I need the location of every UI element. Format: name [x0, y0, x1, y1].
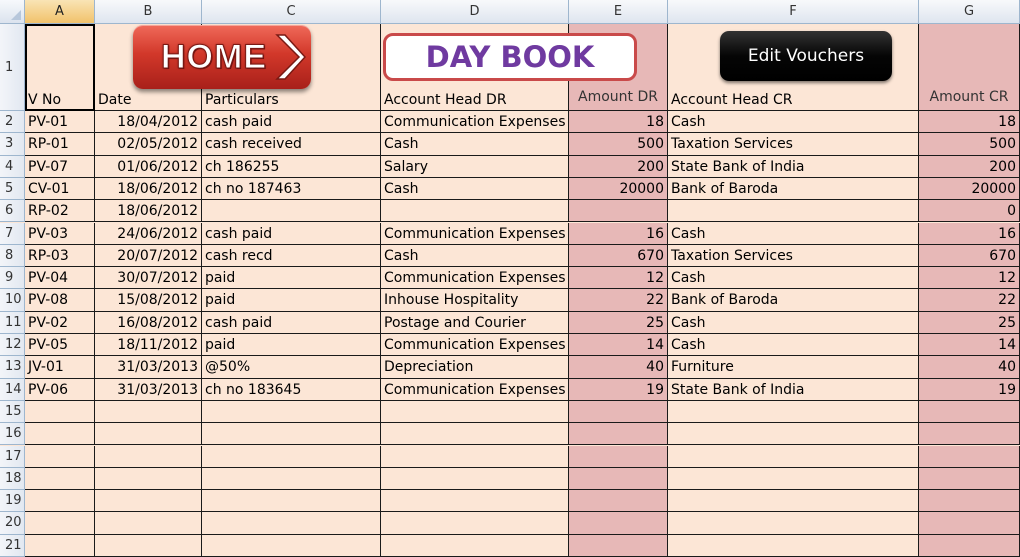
date-cell[interactable]: 02/05/2012 [95, 133, 202, 155]
particulars-cell[interactable] [202, 512, 381, 534]
column-header-e[interactable]: E [569, 0, 668, 24]
amount-cr-cell[interactable]: 14 [919, 334, 1020, 356]
account-head-cr-cell[interactable] [668, 446, 919, 468]
column-header-b[interactable]: B [95, 0, 202, 24]
date-cell[interactable]: 31/03/2013 [95, 379, 202, 401]
account-head-cr-cell[interactable] [668, 200, 919, 222]
particulars-cell[interactable]: ch no 183645 [202, 379, 381, 401]
amount-cr-cell[interactable]: 25 [919, 312, 1020, 334]
account-head-cr-cell[interactable] [668, 490, 919, 512]
account-head-cr-cell[interactable]: Furniture [668, 356, 919, 378]
particulars-cell[interactable] [202, 200, 381, 222]
account-head-cr-cell[interactable]: State Bank of India [668, 156, 919, 178]
account-head-dr-cell[interactable]: Salary [381, 156, 569, 178]
account-head-dr-cell[interactable] [381, 446, 569, 468]
header-account-head-dr[interactable]: Account Head DR [381, 24, 569, 111]
particulars-cell[interactable]: @50% [202, 356, 381, 378]
amount-dr-cell[interactable]: 25 [569, 312, 668, 334]
amount-cr-cell[interactable]: 670 [919, 245, 1020, 267]
date-cell[interactable]: 15/08/2012 [95, 289, 202, 311]
amount-cr-cell[interactable]: 19 [919, 379, 1020, 401]
account-head-dr-cell[interactable]: Cash [381, 178, 569, 200]
row-header[interactable]: 8 [0, 245, 25, 267]
row-header[interactable]: 16 [0, 423, 25, 445]
chevron-right-icon [271, 31, 307, 83]
v-no-cell[interactable]: PV-04 [25, 267, 95, 289]
column-header-d[interactable]: D [381, 0, 569, 24]
account-head-dr-cell[interactable]: Cash [381, 133, 569, 155]
account-head-dr-cell[interactable] [381, 468, 569, 490]
amount-cr-cell[interactable]: 20000 [919, 178, 1020, 200]
account-head-dr-cell[interactable] [381, 535, 569, 557]
column-header-g[interactable]: G [919, 0, 1020, 24]
day-book-button[interactable] [383, 33, 637, 81]
amount-cr-cell[interactable]: 200 [919, 156, 1020, 178]
v-no-cell[interactable]: PV-01 [25, 111, 95, 133]
particulars-cell[interactable] [202, 401, 381, 423]
account-head-cr-cell[interactable]: Cash [668, 111, 919, 133]
header-date[interactable]: Date [95, 24, 202, 111]
date-cell[interactable]: 16/08/2012 [95, 312, 202, 334]
account-head-dr-cell[interactable] [381, 423, 569, 445]
amount-dr-cell[interactable]: 18 [569, 111, 668, 133]
account-head-cr-cell[interactable]: Cash [668, 223, 919, 245]
amount-cr-cell[interactable]: 12 [919, 267, 1020, 289]
account-head-cr-cell[interactable] [668, 423, 919, 445]
row-header[interactable]: 1 [0, 24, 25, 111]
particulars-cell[interactable] [202, 468, 381, 490]
account-head-dr-cell[interactable]: Communication Expenses [381, 379, 569, 401]
select-all-corner[interactable] [0, 0, 25, 24]
v-no-cell[interactable] [25, 446, 95, 468]
particulars-cell[interactable]: paid [202, 267, 381, 289]
row-header[interactable]: 15 [0, 401, 25, 423]
amount-dr-cell[interactable]: 12 [569, 267, 668, 289]
account-head-dr-cell[interactable]: Communication Expenses [381, 111, 569, 133]
column-header-f[interactable]: F [668, 0, 919, 24]
particulars-cell[interactable]: cash paid [202, 223, 381, 245]
account-head-dr-cell[interactable]: Communication Expenses [381, 267, 569, 289]
date-cell[interactable] [95, 423, 202, 445]
row-header[interactable]: 7 [0, 223, 25, 245]
particulars-cell[interactable]: ch no 187463 [202, 178, 381, 200]
amount-dr-cell[interactable] [569, 490, 668, 512]
account-head-cr-cell[interactable]: Taxation Services [668, 245, 919, 267]
amount-cr-cell[interactable] [919, 468, 1020, 490]
v-no-cell[interactable] [25, 512, 95, 534]
amount-cr-cell[interactable] [919, 512, 1020, 534]
v-no-cell[interactable]: PV-03 [25, 223, 95, 245]
particulars-cell[interactable]: ch 186255 [202, 156, 381, 178]
particulars-cell[interactable]: cash recd [202, 245, 381, 267]
amount-cr-cell[interactable]: 22 [919, 289, 1020, 311]
v-no-cell[interactable] [25, 490, 95, 512]
particulars-cell[interactable] [202, 490, 381, 512]
v-no-cell[interactable]: RP-02 [25, 200, 95, 222]
amount-dr-cell[interactable] [569, 535, 668, 557]
home-button[interactable] [133, 25, 311, 89]
amount-dr-cell[interactable]: 200 [569, 156, 668, 178]
account-head-dr-cell[interactable]: Communication Expenses [381, 223, 569, 245]
header-particulars[interactable]: Particulars [202, 24, 381, 111]
amount-dr-cell[interactable]: 40 [569, 356, 668, 378]
amount-cr-cell[interactable] [919, 423, 1020, 445]
account-head-dr-cell[interactable] [381, 401, 569, 423]
account-head-cr-cell[interactable] [668, 512, 919, 534]
account-head-dr-cell[interactable] [381, 512, 569, 534]
amount-dr-cell[interactable] [569, 512, 668, 534]
particulars-cell[interactable]: paid [202, 289, 381, 311]
date-cell[interactable] [95, 468, 202, 490]
amount-dr-cell[interactable]: 22 [569, 289, 668, 311]
v-no-cell[interactable]: PV-08 [25, 289, 95, 311]
amount-cr-cell[interactable] [919, 490, 1020, 512]
row-header[interactable]: 14 [0, 379, 25, 401]
amount-dr-cell[interactable]: 16 [569, 223, 668, 245]
row-header[interactable]: 5 [0, 178, 25, 200]
v-no-cell[interactable]: PV-02 [25, 312, 95, 334]
account-head-cr-cell[interactable]: Bank of Baroda [668, 178, 919, 200]
date-cell[interactable] [95, 446, 202, 468]
v-no-cell[interactable]: JV-01 [25, 356, 95, 378]
amount-dr-cell[interactable]: 20000 [569, 178, 668, 200]
date-cell[interactable] [95, 490, 202, 512]
particulars-cell[interactable]: cash received [202, 133, 381, 155]
row-header[interactable]: 11 [0, 312, 25, 334]
date-cell[interactable]: 18/06/2012 [95, 178, 202, 200]
row-header[interactable]: 3 [0, 133, 25, 155]
header-account-head-cr[interactable]: Account Head CR [668, 24, 919, 111]
amount-dr-cell[interactable] [569, 423, 668, 445]
row-header[interactable]: 4 [0, 156, 25, 178]
amount-dr-cell[interactable] [569, 200, 668, 222]
account-head-cr-cell[interactable] [668, 535, 919, 557]
date-cell[interactable]: 01/06/2012 [95, 156, 202, 178]
edit-vouchers-button[interactable] [720, 31, 892, 81]
row-header[interactable]: 17 [0, 446, 25, 468]
header-amount-cr[interactable]: Amount CR [919, 24, 1020, 111]
date-cell[interactable] [95, 512, 202, 534]
edit-vouchers-button-label: Edit Vouchers [747, 46, 865, 66]
column-header-c[interactable]: C [202, 0, 381, 24]
v-no-cell[interactable]: PV-07 [25, 156, 95, 178]
row-header[interactable]: 6 [0, 200, 25, 222]
date-cell[interactable]: 24/06/2012 [95, 223, 202, 245]
particulars-cell[interactable] [202, 423, 381, 445]
date-cell[interactable] [95, 401, 202, 423]
amount-dr-cell[interactable]: 14 [569, 334, 668, 356]
amount-cr-cell[interactable]: 18 [919, 111, 1020, 133]
v-no-cell[interactable]: RP-01 [25, 133, 95, 155]
amount-cr-cell[interactable]: 40 [919, 356, 1020, 378]
account-head-dr-cell[interactable]: Postage and Courier [381, 312, 569, 334]
row-header[interactable]: 9 [0, 267, 25, 289]
v-no-cell[interactable] [25, 535, 95, 557]
home-button-label: HOME [161, 37, 267, 76]
amount-cr-cell[interactable] [919, 535, 1020, 557]
v-no-cell[interactable] [25, 468, 95, 490]
account-head-dr-cell[interactable]: Cash [381, 245, 569, 267]
account-head-cr-cell[interactable]: Cash [668, 267, 919, 289]
account-head-cr-cell[interactable] [668, 401, 919, 423]
column-header-a[interactable]: A [25, 0, 95, 24]
v-no-cell[interactable]: RP-03 [25, 245, 95, 267]
date-cell[interactable] [95, 535, 202, 557]
particulars-cell[interactable]: cash paid [202, 312, 381, 334]
v-no-cell[interactable]: CV-01 [25, 178, 95, 200]
date-cell[interactable]: 31/03/2013 [95, 356, 202, 378]
account-head-dr-cell[interactable]: Communication Expenses [381, 334, 569, 356]
particulars-cell[interactable]: paid [202, 334, 381, 356]
account-head-cr-cell[interactable] [668, 468, 919, 490]
account-head-cr-cell[interactable]: Bank of Baroda [668, 289, 919, 311]
date-cell[interactable]: 30/07/2012 [95, 267, 202, 289]
particulars-cell[interactable]: cash paid [202, 111, 381, 133]
account-head-cr-cell[interactable]: Cash [668, 334, 919, 356]
account-head-dr-cell[interactable] [381, 490, 569, 512]
row-header[interactable]: 12 [0, 334, 25, 356]
row-header[interactable]: 21 [0, 535, 25, 557]
v-no-cell[interactable]: PV-06 [25, 379, 95, 401]
amount-dr-cell[interactable] [569, 401, 668, 423]
amount-dr-cell[interactable] [569, 468, 668, 490]
date-cell[interactable]: 18/11/2012 [95, 334, 202, 356]
account-head-cr-cell[interactable]: State Bank of India [668, 379, 919, 401]
row-header[interactable]: 20 [0, 512, 25, 534]
amount-cr-cell[interactable]: 16 [919, 223, 1020, 245]
date-cell[interactable]: 18/06/2012 [95, 200, 202, 222]
row-header[interactable]: 13 [0, 356, 25, 378]
account-head-dr-cell[interactable]: Inhouse Hospitality [381, 289, 569, 311]
amount-cr-cell[interactable] [919, 401, 1020, 423]
amount-cr-cell[interactable]: 0 [919, 200, 1020, 222]
amount-cr-cell[interactable] [919, 446, 1020, 468]
date-cell[interactable]: 18/04/2012 [95, 111, 202, 133]
account-head-dr-cell[interactable]: Depreciation [381, 356, 569, 378]
row-header[interactable]: 10 [0, 289, 25, 311]
amount-dr-cell[interactable]: 670 [569, 245, 668, 267]
header-amount-dr[interactable]: Amount DR [569, 24, 668, 111]
row-header[interactable]: 19 [0, 490, 25, 512]
particulars-cell[interactable] [202, 535, 381, 557]
account-head-cr-cell[interactable]: Cash [668, 312, 919, 334]
amount-dr-cell[interactable]: 19 [569, 379, 668, 401]
amount-cr-cell[interactable]: 500 [919, 133, 1020, 155]
header-v-no[interactable]: V No [25, 24, 95, 111]
row-header[interactable]: 18 [0, 468, 25, 490]
amount-dr-cell[interactable]: 500 [569, 133, 668, 155]
particulars-cell[interactable] [202, 446, 381, 468]
amount-dr-cell[interactable] [569, 446, 668, 468]
v-no-cell[interactable]: PV-05 [25, 334, 95, 356]
row-header[interactable]: 2 [0, 111, 25, 133]
v-no-cell[interactable] [25, 401, 95, 423]
account-head-dr-cell[interactable] [381, 200, 569, 222]
date-cell[interactable]: 20/07/2012 [95, 245, 202, 267]
v-no-cell[interactable] [25, 423, 95, 445]
day-book-button-label: DAY BOOK [425, 40, 595, 74]
account-head-cr-cell[interactable]: Taxation Services [668, 133, 919, 155]
